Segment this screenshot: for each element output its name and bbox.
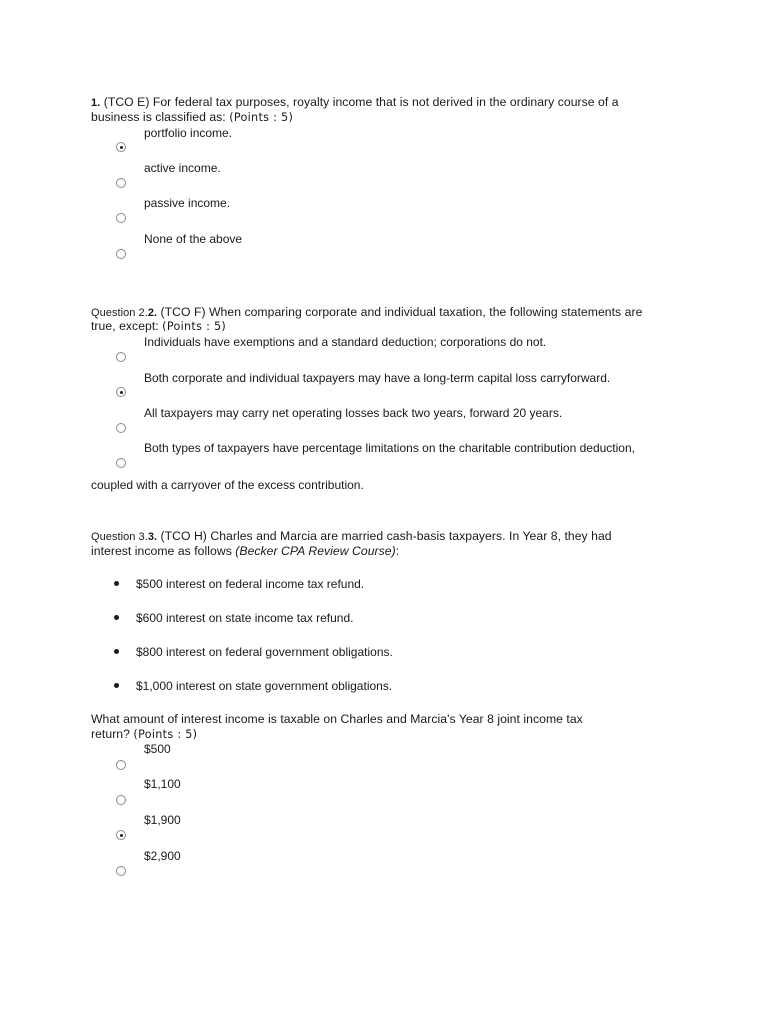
question-3-prompt-line1: What amount of interest income is taxable on Charles and Marcia's Year 8 joint income tax — [91, 712, 583, 726]
question-1-choice-4-radio[interactable] — [116, 249, 126, 259]
question-2-stem-1: (TCO F) When comparing corporate and individual taxation, the following statements are — [160, 305, 643, 319]
question-3-choice-2-label: $1,100 — [144, 777, 181, 791]
question-3-colon: : — [395, 544, 400, 558]
question-2-text-line2 — [91, 319, 226, 334]
question-3-source: (Becker CPA Review Course) — [235, 544, 396, 558]
question-2-number: 2. — [147, 307, 158, 319]
question-2-choice-4-continuation: coupled with a carryover of the excess contribution. — [91, 478, 364, 492]
question-3-text-line2 — [91, 544, 399, 559]
question-2-stem-2: true, except: — [91, 319, 163, 333]
question-1-points: (Points : 5) — [229, 111, 294, 124]
question-2-choice-3-label: All taxpayers may carry net operating losses back two years, forward 20 years. — [144, 406, 563, 420]
question-1-choice-3-label: passive income. — [144, 196, 231, 210]
question-3-number: 3. — [147, 531, 158, 543]
question-2-choice-1-label: Individuals have exemptions and a standard deduction; corporations do not. — [144, 335, 547, 349]
question-3-choice-4-radio[interactable] — [116, 866, 126, 876]
question-1-number: 1. — [91, 97, 101, 109]
question-2-choice-4-radio[interactable] — [116, 458, 126, 468]
question-2-points: (Points : 5) — [162, 320, 227, 333]
question-2-prefix: Question 2. — [91, 307, 148, 319]
question-3-choice-1-label: $500 — [144, 742, 171, 756]
bullet-icon — [114, 683, 119, 688]
question-3-choice-4-label: $2,900 — [144, 849, 181, 863]
question-3-choice-2-radio[interactable] — [116, 795, 126, 805]
question-3-choice-3-label: $1,900 — [144, 813, 181, 827]
question-3-prompt-2: return? — [91, 727, 134, 741]
question-1-choice-1-radio[interactable] — [116, 142, 126, 152]
question-3-choice-1-radio[interactable] — [116, 760, 126, 770]
bullet-icon — [114, 649, 119, 654]
question-1-text-line1 — [91, 95, 619, 111]
question-1-choice-1-label: portfolio income. — [144, 126, 233, 140]
bullet-icon — [114, 581, 119, 586]
question-3-bullet-4: $1,000 interest on state government obligations. — [136, 679, 393, 693]
question-2-choice-1-radio[interactable] — [116, 352, 126, 362]
question-2-choice-4-label: Both types of taxpayers have percentage limitations on the charitable contribution deduction, — [144, 441, 635, 455]
question-3-bullet-1: $500 interest on federal income tax refund. — [136, 577, 365, 591]
question-1-choice-2-radio[interactable] — [116, 178, 126, 188]
question-3-bullet-3: $800 interest on federal government obligations. — [136, 645, 393, 659]
question-3-bullet-2: $600 interest on state income tax refund. — [136, 611, 354, 625]
question-2-choice-3-radio[interactable] — [116, 423, 126, 433]
question-1-choice-3-radio[interactable] — [116, 213, 126, 223]
question-2-choice-2-label: Both corporate and individual taxpayers may have a long-term capital loss carryforward. — [144, 371, 611, 385]
question-2-choice-2-radio[interactable] — [116, 387, 126, 397]
question-1-stem-2: business is classified as: — [91, 110, 230, 124]
question-3-stem-1: (TCO H) Charles and Marcia are married cash-basis taxpayers. In Year 8, they had — [160, 529, 612, 543]
question-1-choice-4-label: None of the above — [144, 232, 243, 246]
question-3-prompt-line2 — [91, 727, 197, 742]
question-3-points: (Points : 5) — [133, 728, 198, 741]
question-1-choice-2-label: active income. — [144, 161, 221, 175]
question-3-stem-2: interest income as follows — [91, 544, 236, 558]
question-1-text-line2 — [91, 110, 293, 125]
question-3-prefix: Question 3. — [91, 531, 148, 543]
question-3-text-line1 — [91, 529, 612, 545]
bullet-icon — [114, 615, 119, 620]
question-1-stem-1: (TCO E) For federal tax purposes, royalty income that is not derived in the ordinary course of a — [103, 95, 619, 109]
question-3-choice-3-radio[interactable] — [116, 830, 126, 840]
